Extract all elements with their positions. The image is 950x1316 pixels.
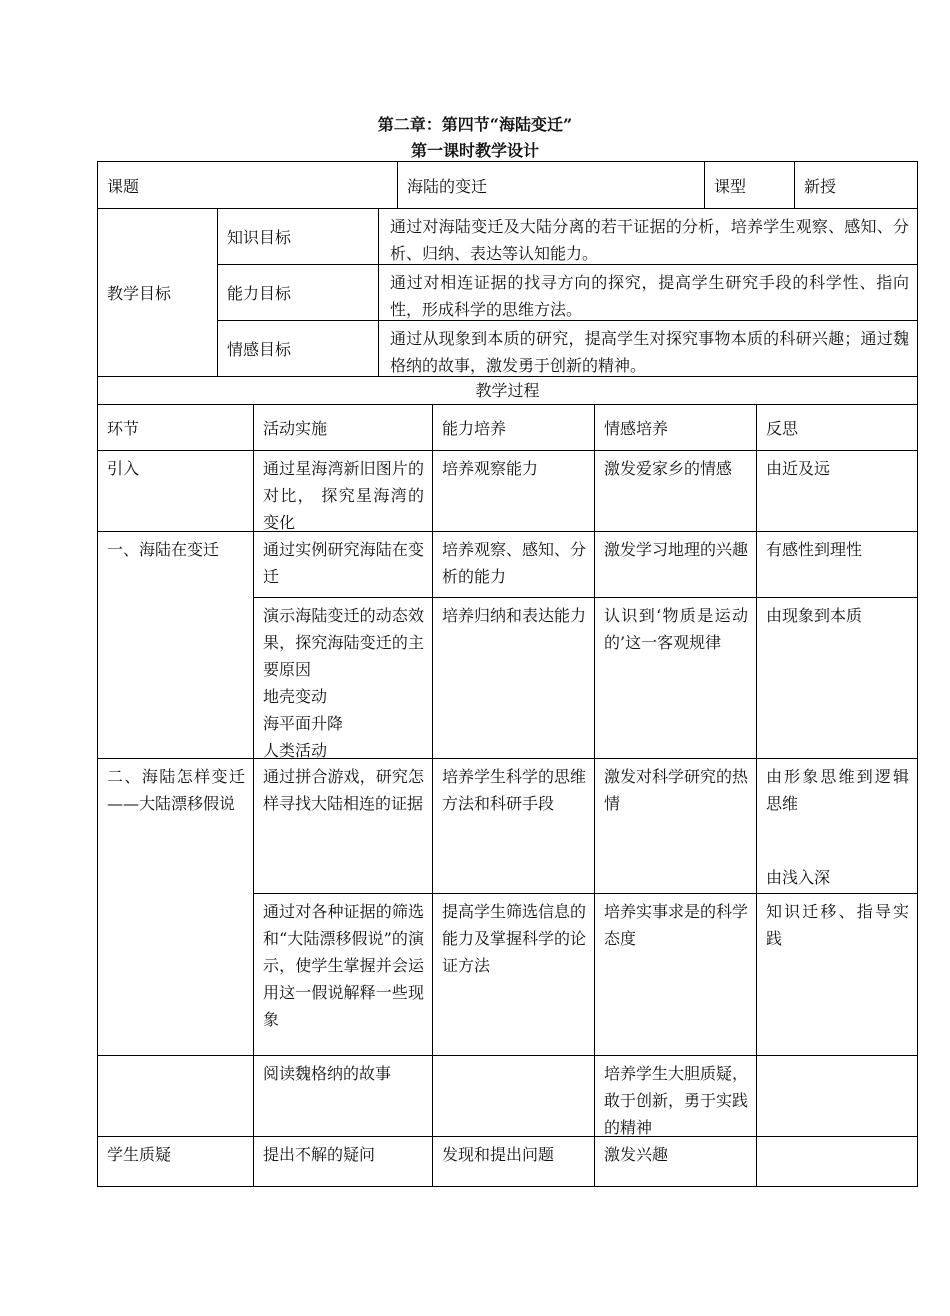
column-header-stage: [97, 404, 254, 451]
activity-cell: [253, 1136, 433, 1187]
reflection-extra-text: 由浅入深: [766, 868, 831, 887]
stage-cell: [97, 1136, 254, 1187]
reflection-text: 由近及远: [766, 459, 831, 478]
topic-value: 海陆的变迁: [407, 176, 488, 196]
emotion-cell: [594, 758, 757, 894]
activity-text: 阅读魏格纳的故事: [263, 1064, 392, 1083]
activity-cell: [253, 893, 433, 1056]
ability-cell: [432, 450, 595, 532]
ability-cell: [432, 1136, 595, 1187]
reflection-text: 由现象到本质: [766, 606, 863, 625]
reflection-cell: [756, 1136, 918, 1187]
ability-text: 培养观察、感知、分析的能力: [442, 540, 587, 586]
activity-line: 地壳变动: [263, 687, 328, 706]
topic-label-cell: [97, 161, 398, 209]
emotion-cell: [594, 893, 757, 1056]
ability-cell: [432, 597, 595, 759]
activity-line: 人类活动: [263, 741, 328, 760]
activity-cell: [253, 450, 433, 532]
objective-name: 情感目标: [227, 340, 292, 359]
reflection-cell: [756, 1055, 918, 1137]
objective-name-cell: [217, 208, 379, 265]
stage-cell: [97, 1055, 254, 1137]
ability-cell: [432, 531, 595, 598]
objectives-label-cell: [97, 208, 218, 377]
stage-text: 二、海陆怎样变迁——大陆漂移假说: [107, 767, 245, 813]
column-header-reflection: [756, 404, 918, 451]
document-subtitle: 第一课时教学设计: [410, 141, 539, 160]
reflection-cell: [756, 450, 918, 532]
column-header-label: 能力培养: [442, 419, 507, 438]
emotion-cell: [594, 531, 757, 598]
emotion-text: 培养学生大胆质疑，敢于创新，勇于实践的精神: [604, 1064, 749, 1137]
objective-name-cell: [217, 264, 379, 321]
activity-text: 演示海陆变迁的动态效果，探究海陆变迁的主要原因: [263, 606, 424, 679]
reflection-cell: [756, 597, 918, 759]
objective-text-cell: [378, 264, 918, 321]
ability-cell: [432, 1055, 595, 1137]
emotion-text: 培养实事求是的科学态度: [604, 902, 749, 948]
stage-text: 引入: [107, 459, 140, 478]
stage-text: 一、海陆在变迁: [107, 540, 220, 559]
activity-text: 通过实例研究海陆在变迁: [263, 540, 424, 586]
emotion-text: 激发爱家乡的情感: [604, 459, 733, 478]
reflection-cell: [756, 531, 918, 598]
type-label-cell: [704, 161, 795, 209]
emotion-cell: [594, 1055, 757, 1137]
reflection-text: 由形象思维到逻辑思维: [766, 767, 909, 813]
type-label: 课型: [714, 176, 747, 196]
reflection-cell: [756, 893, 918, 1056]
stage-text: 学生质疑: [107, 1145, 172, 1164]
emotion-cell: [594, 1136, 757, 1187]
emotion-cell: [594, 597, 757, 759]
objective-text: 通过对相连证据的找寻方向的探究，提高学生研究手段的科学性、指向性，形成科学的思维方法。: [390, 273, 909, 319]
activity-cell: [253, 1055, 433, 1137]
emotion-text: 激发学习地理的兴趣: [604, 540, 749, 559]
column-header-emotion: [594, 404, 757, 451]
activity-text: 通过星海湾新旧图片的对比， 探究星海湾的变化: [263, 459, 424, 532]
column-header-label: 环节: [107, 419, 140, 438]
column-header-ability: [432, 404, 595, 451]
objective-name-cell: [217, 320, 379, 377]
stage-cell: [97, 450, 254, 532]
column-header-label: 情感培养: [604, 419, 669, 438]
activity-line: 海平面升降: [263, 714, 344, 733]
topic-label: 课题: [107, 176, 140, 196]
reflection-cell: [756, 758, 918, 894]
objective-text: 通过从现象到本质的研究，提高学生对探究事物本质的科研兴趣；通过魏格纳的故事，激发勇于创新的精神。: [390, 329, 909, 375]
column-header-activity: [253, 404, 433, 451]
ability-text: 提高学生筛选信息的能力及掌握科学的论证方法: [442, 902, 587, 975]
objective-name: 知识目标: [227, 228, 292, 247]
activity-text: 提出不解的疑问: [263, 1145, 376, 1164]
emotion-text: 认识到‘物质是运动的’这一客观规律: [604, 606, 748, 652]
objectives-label: 教学目标: [107, 284, 172, 303]
process-section-title-cell: [97, 376, 918, 405]
stage-cell: [97, 758, 254, 1056]
objective-name: 能力目标: [227, 284, 292, 303]
ability-text: 发现和提出问题: [442, 1145, 555, 1164]
objective-text: 通过对海陆变迁及大陆分离的若干证据的分析，培养学生观察、感知、分析、归纳、表达等认知能力。: [390, 217, 909, 263]
stage-cell: [97, 531, 254, 759]
reflection-text: 有感性到理性: [766, 540, 863, 559]
activity-cell: [253, 597, 433, 759]
activity-cell: [253, 758, 433, 894]
document-title: 第二章：第四节“海陆变迁”: [377, 115, 573, 134]
emotion-text: 激发兴趣: [604, 1145, 669, 1164]
emotion-text: 激发对科学研究的热情: [604, 767, 749, 813]
ability-cell: [432, 758, 595, 894]
ability-text: 培养观察能力: [442, 459, 539, 478]
column-header-label: 反思: [766, 419, 799, 438]
activity-text: 通过拼合游戏，研究怎样寻找大陆相连的证据: [263, 767, 424, 813]
type-value-cell: [794, 161, 918, 209]
column-header-label: 活动实施: [263, 419, 328, 438]
activity-cell: [253, 531, 433, 598]
topic-value-cell: [397, 161, 705, 209]
reflection-text: 知识迁移、指导实践: [766, 902, 909, 948]
emotion-cell: [594, 450, 757, 532]
activity-text: 通过对各种证据的筛选和“大陆漂移假说”的演示，使学生掌握并会运用这一假说解释一些现象: [263, 902, 424, 1029]
ability-text: 培养学生科学的思维方法和科研手段: [442, 767, 587, 813]
objective-text-cell: [378, 320, 918, 377]
type-value: 新授: [804, 176, 837, 196]
ability-text: 培养归纳和表达能力: [442, 606, 587, 625]
process-section-title: 教学过程: [475, 381, 540, 400]
ability-cell: [432, 893, 595, 1056]
objective-text-cell: [378, 208, 918, 265]
